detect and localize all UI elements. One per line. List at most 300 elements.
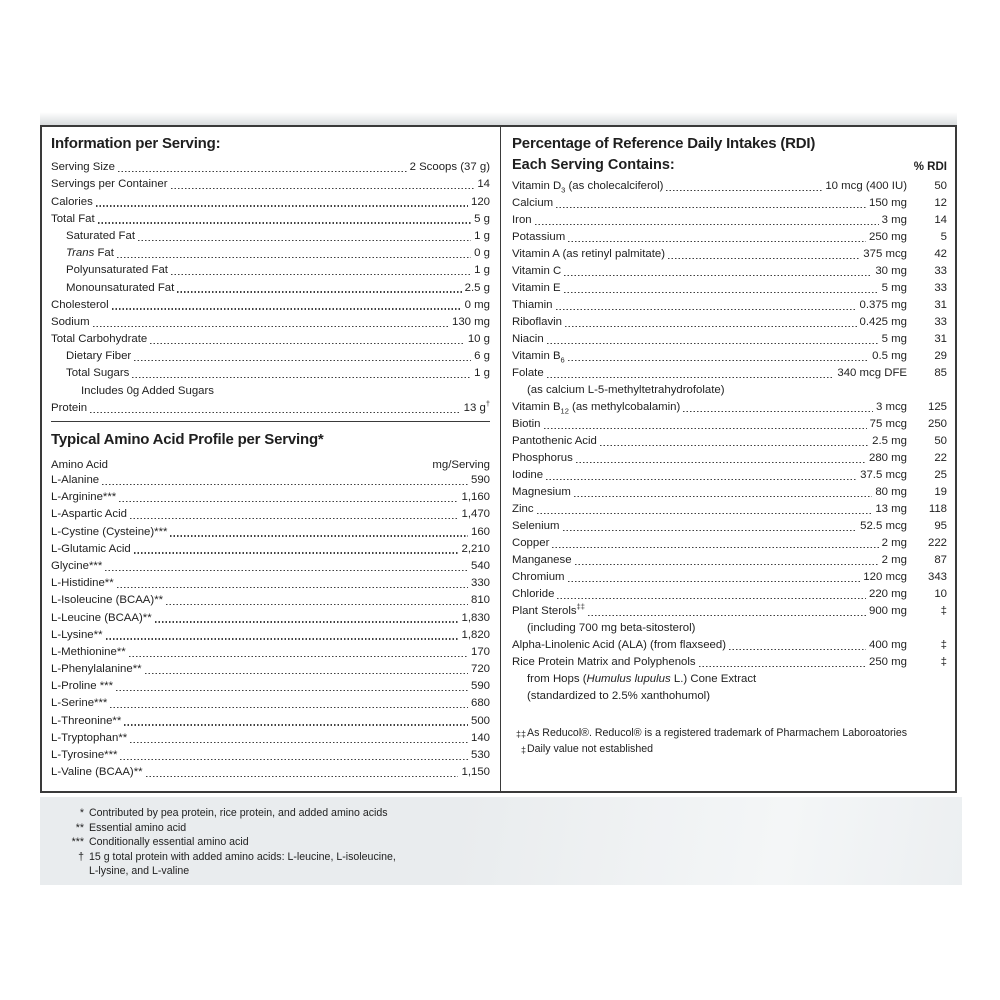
row-value: 120 [470,195,490,208]
footnote-mark: † [78,850,84,863]
footnote-text: 15 g total protein with added amino acids: L-leucine, L-isoleucine, [89,850,396,863]
row-amount: 340 mcg DFE [837,367,907,379]
rdi-row [512,483,947,500]
row-rdi-percent: 50 [934,435,947,447]
info-row [51,296,490,313]
dot-leader [130,518,459,519]
row-amount: 120 mcg [863,571,907,583]
dot-leader [564,275,872,276]
row-rdi-percent: 19 [934,486,947,498]
row-amount: 150 mg [869,197,907,209]
row-value: 330 [470,577,490,590]
info-row [51,261,490,278]
amino-row [51,746,490,763]
row-value: 130 mg [452,315,490,328]
rdi-row [512,194,947,211]
row-label: L-Serine*** [51,697,108,710]
rdi-row [512,585,947,602]
row-amount: 3 mcg [875,401,907,413]
rdi-subtitle: Each Serving Contains: [512,157,675,173]
dot-leader [568,241,866,242]
row-amount: 2 mg [881,537,907,549]
footnote-mark: ** [75,821,84,834]
amino-row [51,677,490,694]
row-amount: 280 mg [869,452,907,464]
info-row [51,244,490,261]
row-label: Plant Sterols‡‡ [512,602,585,617]
footnote-line [40,806,962,821]
row-label: L-Alanine [51,474,100,486]
row-label: (including 700 mg beta-sitosterol) [527,622,696,634]
rdi-row [512,517,947,534]
row-value: 1,470 [461,508,490,521]
dot-leader [146,776,459,777]
row-value: 2 Scoops (37 g) [409,161,490,174]
rdi-row [512,534,947,551]
row-label: Monounsaturated Fat [66,281,175,294]
amino-row [51,608,490,625]
dot-leader [557,598,866,599]
row-label: L-Arginine*** [51,491,117,504]
dot-leader [666,190,822,191]
rdi-title: Percentage of Reference Daily Intakes (RDI) [512,135,816,152]
row-label: Magnesium [512,486,571,498]
row-amount: 30 mg [875,265,907,277]
dot-leader [698,632,904,633]
row-rdi-percent: ‡ [940,639,947,651]
dot-leader [117,587,468,588]
row-label: L-Histidine** [51,577,114,590]
row-label: Chloride [512,588,555,600]
row-rdi-percent: 85 [934,367,947,379]
row-amount: 75 mcg [869,418,907,430]
dot-leader [546,479,857,480]
footnote-line [40,821,962,836]
row-amount: 13 mg [875,503,907,515]
row-label: Glycine*** [51,559,103,572]
row-label: Copper [512,537,550,549]
row-label: L-Lysine** [51,628,103,641]
amino-col1-header: Amino Acid [51,458,108,471]
row-amount: 250 mg [869,656,907,668]
amino-row [51,540,490,557]
amino-row [51,471,490,488]
dot-leader [600,445,869,446]
dot-leader [132,377,471,378]
dot-leader [112,308,462,309]
row-amount: 2 mg [881,554,907,566]
footnote-mark [40,864,84,879]
rdi-row [512,619,947,636]
amino-row [51,660,490,677]
row-label: Polyunsaturated Fat [66,264,168,277]
footnote-line [40,864,962,879]
dot-leader [729,649,866,650]
dot-leader [544,428,867,429]
dot-leader [96,205,468,206]
dot-leader [759,683,904,684]
row-label: L-Cystine (Cysteine)*** [51,525,168,538]
row-rdi-percent: 31 [934,333,947,345]
row-rdi-percent: 12 [934,197,947,209]
row-amount: 5 mg [881,282,907,294]
footnote-mark: ‡ [520,745,526,755]
rdi-row [512,177,947,194]
row-amount: 10 mcg (400 IU) [825,180,907,192]
row-rdi-percent: 118 [928,503,947,515]
rdi-row [512,330,947,347]
amino-title: Typical Amino Acid Profile per Serving* [51,430,324,448]
rdi-row [512,381,947,398]
dot-leader [565,326,856,327]
info-row [51,347,490,364]
row-label: L-Isoleucine (BCAA)** [51,594,164,607]
footnote-text: Daily value not established [527,743,654,755]
footnote-line [512,726,947,742]
dot-leader [93,326,449,327]
dot-leader [537,513,873,514]
row-rdi-percent: 33 [934,316,947,328]
row-label: Potassium [512,231,566,243]
rdi-row [512,449,947,466]
row-label: Folate [512,367,544,379]
info-row [51,381,490,398]
row-value: 0 g [474,247,490,260]
row-value: 13 g† [463,399,490,414]
row-rdi-percent: 25 [934,469,947,481]
row-rdi-percent: 33 [934,265,947,277]
amino-row [51,711,490,728]
dot-leader [102,484,468,485]
dot-leader [166,604,468,605]
rdi-row [512,466,947,483]
row-rdi-percent: 222 [927,537,947,549]
row-label: Sodium [51,315,90,328]
rdi-row [512,245,947,262]
footnote-mark: ‡‡ [515,729,526,739]
dot-leader [171,188,475,189]
row-value: 1,160 [461,491,490,504]
row-value: 0 mg [464,298,490,311]
row-label: Pantothenic Acid [512,435,597,447]
row-value: 1 g [474,367,490,380]
amino-row [51,505,490,522]
info-title: Information per Serving: [51,135,221,152]
row-label: Includes 0g Added Sugars [81,384,214,397]
row-amount: 2.5 mg [872,435,907,447]
row-rdi-percent: 29 [934,350,947,362]
bottom-footnote-band [40,797,962,885]
info-row [51,210,490,227]
dot-leader [134,360,471,361]
row-label: Serving Size [51,161,115,174]
row-label: (standardized to 2.5% xanthohumol) [527,690,710,702]
footnote-text: L-lysine, and L-valine [89,865,190,877]
footnote-text: Essential amino acid [89,821,187,834]
rdi-row [512,551,947,568]
row-label: Vitamin $D_3$ (as cholecalciferol) [512,180,664,195]
row-amount: 0.375 mg [859,299,907,311]
row-rdi-percent: 250 [927,418,947,430]
row-label: Rice Protein Matrix and Polyphenols [512,656,696,668]
rdi-row [512,279,947,296]
dot-leader [150,343,465,344]
rdi-footnotes [512,726,947,758]
row-label: L-Threonine** [51,714,122,727]
row-amount: 3 mg [881,214,907,226]
row-label: Vitamin C [512,265,562,277]
footnote-text: As Reducol®. Reducol® is a registered trademark of Pharmachem Laboroatories [527,727,908,739]
row-value: 1,820 [461,628,490,641]
rdi-row [512,568,947,585]
rdi-row [512,228,947,245]
dot-leader [155,621,459,622]
row-label: Vitamin A (as retinyl palmitate) [512,248,665,260]
row-label: Phosphorus [512,452,573,464]
dot-leader [576,462,866,463]
info-row [51,175,490,192]
row-label: Calories [51,195,93,208]
row-value: 810 [470,594,490,607]
dot-leader [563,530,858,531]
dot-leader [556,207,866,208]
dot-leader [575,564,879,565]
row-label: Niacin [512,333,544,345]
row-amount: 0.5 mg [872,350,907,362]
row-amount: 900 mg [869,605,907,617]
row-amount: 5 mg [881,333,907,345]
info-row [51,364,490,381]
dot-leader [116,690,468,691]
dot-leader [588,615,866,616]
row-rdi-percent: 14 [934,214,947,226]
dot-leader [177,291,461,292]
rdi-row [512,687,947,704]
row-label: Vitamin $B_{12}$ (as methylcobalamin) [512,401,681,416]
rdi-row [512,432,947,449]
dot-leader [568,581,861,582]
row-label: Selenium [512,520,560,532]
row-label: (as calcium L-5-methyltetrahydrofolate) [527,384,725,396]
row-label: Biotin [512,418,541,430]
row-label: L-Tyrosine*** [51,749,118,761]
row-label: Iodine [512,469,544,481]
dot-leader [129,656,468,657]
footnote-text: Contributed by pea protein, rice protein, and added amino acids [89,807,388,819]
row-amount: 52.5 mcg [860,520,907,532]
info-row [51,192,490,209]
dot-leader [170,535,468,536]
rdi-row [512,670,947,687]
info-row [51,158,490,175]
row-value: 140 [470,731,490,744]
row-label: Manganese [512,554,572,566]
row-label: L-Leucine (BCAA)** [51,611,152,624]
row-value: 14 [477,178,490,191]
dot-leader [568,360,869,361]
row-label: Saturated Fat [66,229,136,242]
dot-leader [117,257,471,258]
dot-leader [98,222,471,223]
dot-leader [535,224,879,225]
dot-leader [547,377,835,378]
rdi-column [500,127,955,791]
dot-leader [138,240,471,241]
dot-leader [556,309,857,310]
amino-row [51,694,490,711]
row-label: from Hops (Humulus lupulus L.) Cone Extract [527,673,757,685]
row-value: 5 g [474,212,490,225]
row-label: Thiamin [512,299,553,311]
row-rdi-percent: 22 [934,452,947,464]
row-value: 160 [470,525,490,538]
rdi-row [512,211,947,228]
dot-leader [124,724,468,725]
amino-row [51,522,490,539]
amino-row [51,729,490,746]
row-value: 720 [470,663,490,676]
footnote-mark: *** [71,836,84,848]
dot-leader [728,394,904,395]
row-value: 10 g [467,333,490,346]
row-label: Cholesterol [51,298,109,311]
amino-header-row [51,450,490,471]
row-rdi-percent: ‡ [940,605,947,617]
row-value: 680 [470,697,490,710]
rdi-rows [512,177,947,704]
row-value: 6 g [474,350,490,363]
rdi-row [512,500,947,517]
footnote-text: Conditionally essential amino acid [89,836,249,848]
row-rdi-percent: 5 [940,231,947,243]
row-rdi-percent: 95 [934,520,947,532]
dot-leader [574,496,872,497]
amino-col2-header: mg/Serving [432,458,490,471]
row-label: Total Sugars [66,367,130,380]
row-label: L-Aspartic Acid [51,508,127,521]
row-label: Alpha-Linolenic Acid (ALA) (from flaxseed) [512,639,726,651]
rdi-row [512,398,947,415]
row-amount: 0.425 mg [859,316,907,328]
dot-leader [713,700,904,701]
row-label: Dietary Fiber [66,350,132,363]
row-value: 1,830 [461,611,490,624]
row-amount: 400 mg [869,639,907,651]
info-row [51,313,490,330]
dot-leader [120,759,468,760]
dot-leader [564,292,879,293]
row-value: 1,150 [461,766,490,779]
rdi-row [512,415,947,432]
footnote-line [512,742,947,758]
dot-leader [217,394,487,395]
row-label: L-Proline *** [51,680,114,693]
rdi-row [512,653,947,670]
row-rdi-percent: 42 [934,248,947,260]
rdi-row [512,602,947,619]
section-divider [51,421,490,422]
row-amount: 250 mg [869,231,907,243]
row-rdi-percent: ‡ [940,656,947,668]
dot-leader [171,274,471,275]
row-value: 170 [470,645,490,658]
row-value: 500 [470,714,490,727]
amino-row [51,763,490,780]
row-label: L-Glutamic Acid [51,542,131,555]
dot-leader [105,570,468,571]
amino-row [51,557,490,574]
rdi-subtitle-row [512,154,947,173]
row-label: Total Carbohydrate [51,333,148,346]
row-rdi-percent: 343 [927,571,947,583]
row-label: Riboflavin [512,316,563,328]
row-value: 530 [470,749,490,761]
dot-leader [668,258,860,259]
dot-leader [118,171,407,172]
row-value: 2.5 g [464,281,490,294]
row-label: Iron [512,214,532,226]
row-rdi-percent: 125 [927,401,947,413]
row-rdi-percent: 31 [934,299,947,311]
row-label: Calcium [512,197,554,209]
row-label: Trans Fat [66,247,114,260]
rdi-row [512,296,947,313]
rdi-row [512,347,947,364]
dot-leader [699,666,866,667]
dot-leader [552,547,878,548]
row-value: 2,210 [461,542,490,555]
row-label: L-Tryptophan** [51,731,128,744]
row-label: Total Fat [51,212,95,225]
row-rdi-percent: 50 [934,180,947,192]
row-label: Vitamin $B_6$ [512,350,565,365]
row-amount: 80 mg [875,486,907,498]
dot-leader [130,742,468,743]
row-label: L-Valine (BCAA)** [51,766,143,779]
rdi-row [512,636,947,653]
dot-leader [547,343,879,344]
row-rdi-percent: 87 [934,554,947,566]
amino-row [51,574,490,591]
row-label: Zinc [512,503,534,515]
row-amount: 375 mcg [863,248,907,260]
info-rows [51,158,490,416]
row-value: 590 [470,474,490,486]
row-rdi-percent: 10 [934,588,947,600]
dot-leader [106,638,459,639]
amino-row [51,488,490,505]
info-column [42,127,500,791]
footnote-line [40,835,962,850]
footnote-mark: * [79,807,84,819]
row-value: 540 [470,559,490,572]
rdi-row [512,262,947,279]
row-rdi-percent: 33 [934,282,947,294]
info-row [51,399,490,416]
info-row [51,227,490,244]
row-value: 590 [470,680,490,693]
amino-row [51,643,490,660]
row-label: L-Phenylalanine** [51,663,142,676]
dot-leader [119,501,458,502]
dot-leader [683,411,873,412]
rdi-percent-header: % RDI [913,161,947,173]
amino-row [51,591,490,608]
row-label: Chromium [512,571,565,583]
row-label: Servings per Container [51,178,168,191]
rdi-row [512,364,947,381]
dot-leader [134,552,459,553]
